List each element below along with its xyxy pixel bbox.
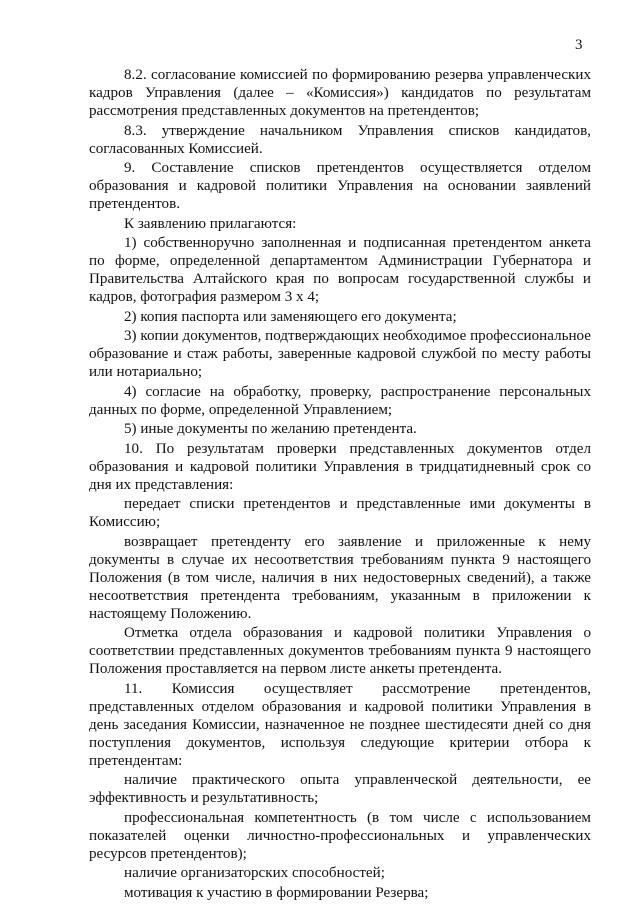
criterion-motivation: мотивация к участию в формировании Резерва; (124, 884, 429, 901)
paragraph-8-2: 8.2. согласование комиссией по формированию резерва управленческих кадров Управления (далее – «Комиссия») кандидатов по результатам рассмотрения представленных документов на претендентов; (89, 67, 591, 119)
list-item-3: 3) копии документов, подтверждающих необходимое профессиональное образование и стаж работы, заверенные кадровой службой по месту работы или нотариально; (89, 328, 591, 380)
paragraph-11: 11. Комиссия осуществляет рассмотрение претендентов, представленных отделом образования и кадровой политики Управления в день заседания Комиссии, назначенное не позднее шестидесяти дней со дня поступления документов, используя следующие критерии отбора к претендентам: (89, 680, 591, 769)
paragraph-10-mark: Отметка отдела образования и кадровой политики Управления о соответствии представленных документов требованиям пункта 9 настоящего Положения проставляется на первом листе анкеты претендента. (89, 625, 591, 677)
paragraph-9: 9. Составление списков претендентов осуществляется отделом образования и кадровой политики Управления на основании заявлений претендентов. (89, 160, 591, 212)
paragraph-8-3: 8.3. утверждение начальником Управления списков кандидатов, согласованных Комиссией. (89, 122, 591, 157)
criterion-experience: наличие практического опыта управленческой деятельности, ее эффективность и результативность; (89, 772, 591, 806)
criterion-competence: профессиональная компетентность (в том числе с использованием показателей оценки личностно-профессиональных и управленческих ресурсов претендентов); (89, 809, 591, 862)
page-number: 3 (575, 37, 583, 53)
list-item-1: 1) собственноручно заполненная и подписанная претендентом анкета по форме, определенной департаментом Администрации Губернатора и Правительства Алтайского края по вопросам государственной службы и кадров, фотография размером 3 х 4; (89, 235, 591, 305)
paragraph-attachments-intro: К заявлению прилагаются: (124, 215, 297, 232)
list-item-5: 5) иные документы по желанию претендента. (124, 421, 417, 437)
paragraph-10-transfer: передает списки претендентов и представленные ими документы в Комиссию; (89, 496, 591, 530)
list-item-2: 2) копия паспорта или заменяющего его документа; (124, 308, 457, 325)
document-body (89, 66, 591, 903)
list-item-4: 4) согласие на обработку, проверку, распространение персональных данных по форме, определенной Управлением; (89, 383, 591, 418)
paragraph-10: 10. По результатам проверки представленных документов отдел образования и кадровой политики Управления в тридцатидневный срок со дня их представления: (89, 440, 591, 493)
paragraph-10-return: возвращает претенденту его заявление и приложенные к нему документы в случае их несоответствия требованиям пункта 9 настоящего Положения (в том числе, наличия в них недостоверных сведений), а также несоответствия претендента требованиям, указанным в приложении к настоящему Положению. (89, 533, 591, 622)
criterion-organizational: наличие организаторских способностей; (124, 865, 385, 881)
